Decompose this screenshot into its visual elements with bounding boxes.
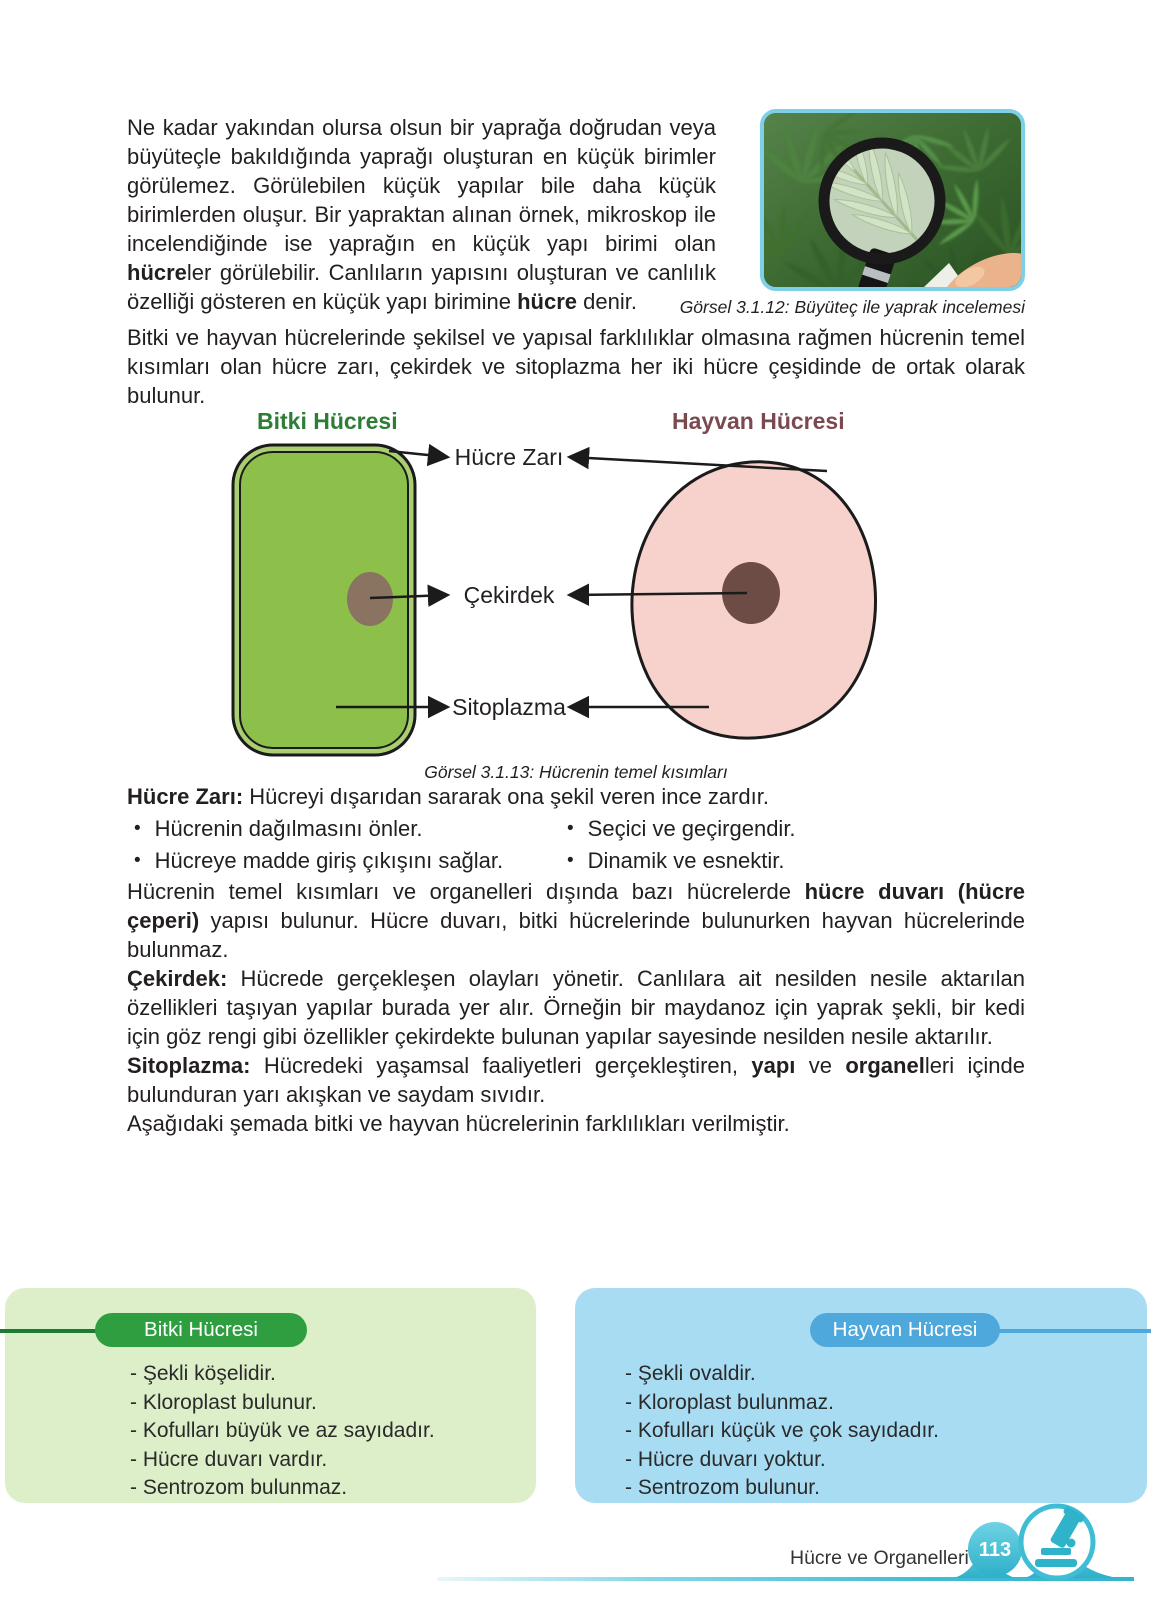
plant-item: - Şekli köşelidir. [130,1362,276,1385]
page-number: 113 [978,1539,1012,1561]
cytoplasm-text-2: ve [795,1053,846,1078]
cytoplasm-label: Sitoplazma [452,694,566,720]
bullet-item: • Hücreye madde giriş çıkışını sağlar. [127,846,560,878]
cell-wall-text-2: yapısı bulunur. Hücre duvarı, bitki hücrelerinde bulunurken hayvan hücrelerinde bulunmaz. [127,908,1025,962]
cell-diagram [127,410,1025,782]
intro-text-2: ler görülebilir. Canlıların yapısını oluşturan ve canlılık özelliği gösteren en küçük yapı birimine [127,260,716,314]
membrane-heading: Hücre Zarı: [127,784,244,809]
cytoplasm-bold-organel: organel [845,1053,925,1078]
nucleus-label: Çekirdek [463,582,555,608]
leaf-photo-figure [679,109,1025,323]
animal-cell-panel [575,1288,1147,1503]
plant-feature-list [5,1360,536,1503]
figure1-caption: Görsel 3.1.12: Büyüteç ile yaprak incelemesi [679,297,1025,317]
cell-wall-paragraph [127,877,1025,964]
footer-chapter-title: Hücre ve Organelleri [790,1547,969,1569]
animal-cell-shape [632,462,876,738]
plant-connector-line [0,1329,100,1333]
figure2-caption: Görsel 3.1.13: Hücrenin temel kısımları [424,762,728,782]
nucleus-text: Hücrede gerçekleşen olayları yönetir. Canlılara ait nesilden nesile aktarılan özellikleri taşıyan yapılar burada yer alır. Örneğin bir maydanoz için yaprak şekli, bir kedi için göz rengi gibi özellikler çekirdekte bulunan yapılar sayesinde nesilden nesile aktarılır. [127,966,1025,1049]
cell-wall-text: Hücrenin temel kısımları ve organelleri dışında bazı hücrelerde [127,879,805,904]
bullet-item: • Seçici ve geçirgendir. [560,814,1025,846]
cytoplasm-text-3: leri içinde bulunduran yarı akışkan ve saydam sıvıdır. [127,1053,1025,1107]
cells-illustration [127,439,1025,759]
magnifier-leaf-photo [764,113,1021,287]
animal-item: - Kloroplast bulunmaz. [625,1390,834,1414]
plant-item: - Sentrozom bulunmaz. [130,1476,348,1500]
animal-item: - Hücre duvarı yoktur. [625,1447,826,1471]
animal-item: - Şekli ovaldir. [625,1362,756,1385]
animal-panel-badge: Hayvan Hücresi [810,1313,1000,1347]
intro-text: Ne kadar yakından olursa olsun bir yaprağa doğrudan veya büyüteçle bakıldığında yaprağı oluşturan en küçük birimler görülemez. Görülebilen küçük yapılar bile daha küçük birimlerden oluşur. Bir yapraktan alınan örnek, mikroskop ile incelendiğinde ise yaprağın en küçük yapı birimi olan [127,115,716,256]
intro-section [127,113,1025,323]
plant-cell-panel [5,1288,536,1503]
bullet-item: • Hücrenin dağılmasını önler. [127,814,560,846]
animal-connector-line [985,1329,1151,1333]
common-parts-paragraph: Bitki ve hayvan hücrelerinde şekilsel ve yapısal farklılıklar olmasına rağmen hücrenin temel kısımları olan hücre zarı, çekirdek ve sitoplazma her iki hücre çeşidinde de ortak olarak bulunur. [127,325,1025,408]
plant-item: - Kofulları büyük ve az sayıdadır. [130,1419,435,1443]
plant-nucleus [347,572,393,626]
cytoplasm-heading: Sitoplazma: [127,1053,251,1078]
intro-text-3: denir. [577,289,637,314]
cytoplasm-text: Hücredeki yaşamsal faaliyetleri gerçekleştiren, [250,1053,752,1078]
cell-wall-bold: hücre duvarı (hücre çeperi) [127,879,1026,933]
nucleus-heading: Çekirdek: [127,966,228,991]
plant-cell-shape [233,445,415,755]
cytoplasm-paragraph [127,1051,1025,1109]
membrane-bullet-list [127,814,1025,877]
scheme-intro-paragraph: Aşağıdaki şemada bitki ve hayvan hücrelerinin farklılıkları verilmiştir. [127,1111,790,1136]
animal-feature-list [575,1360,1147,1503]
nucleus-paragraph [127,964,1025,1051]
plant-panel-badge: Bitki Hücresi [95,1313,307,1347]
membrane-lead: Hücreyi dışarıdan sararak ona şekil veren ince zardır. [243,784,769,809]
animal-item: - Sentrozom bulunur. [625,1476,820,1500]
cytoplasm-bold-yapi: yapı [751,1053,796,1078]
animal-item: - Kofulları küçük ve çok sayıdadır. [625,1419,939,1443]
bullet-item: • Dinamik ve esnektir. [560,846,1025,878]
intro-bold-hucre-2: hücre [517,289,578,314]
plant-item: - Hücre duvarı vardır. [130,1447,328,1471]
membrane-paragraph [127,782,1025,811]
comparison-section [0,1288,1151,1503]
membrane-label: Hücre Zarı [454,444,564,470]
footer-emblem [925,1502,1145,1582]
plant-item: - Kloroplast bulunur. [130,1390,317,1414]
animal-cell-title: Hayvan Hücresi [672,408,845,434]
plant-cell-title: Bitki Hücresi [257,408,398,434]
leaf-photo [760,109,1025,291]
intro-bold-hucre: hücre [127,260,187,285]
